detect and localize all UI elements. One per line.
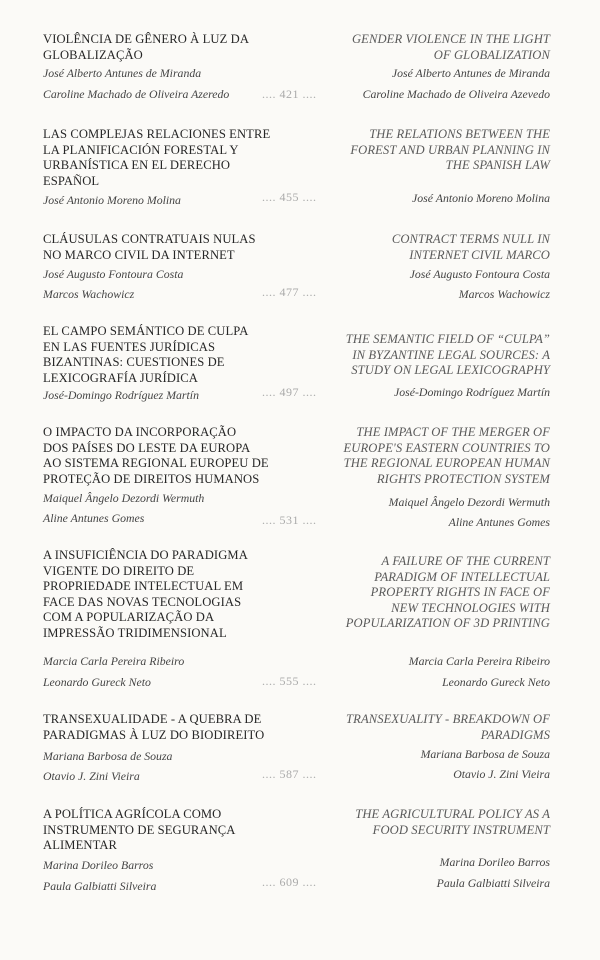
author-name-english: Marcos Wachowicz xyxy=(458,287,550,301)
article-title: O IMPACTO DA INCORPORAÇÃO DOS PAÍSES DO LESTE DA EUROPA AO SISTEMA REGIONAL EUROPEU DE PROTEÇÃO DE DIREITOS HUMANOS xyxy=(43,425,269,486)
article-title-english: A FAILURE OF THE CURRENT PARADIGM OF INTELLECTUAL PROPERTY RIGHTS IN FACE OF NEW TECHNOLOGIES WITH POPULARIZATION OF 3D PRINTING xyxy=(345,554,550,631)
page-number: .... 421 .... xyxy=(262,87,317,101)
author-name-english: Paula Galbiatti Silveira xyxy=(436,876,550,890)
page-number: .... 477 .... xyxy=(262,285,317,299)
page-number: .... 497 .... xyxy=(262,385,317,399)
article-title-english: THE IMPACT OF THE MERGER OF EUROPE'S EASTERN COUNTRIES TO THE REGIONAL EUROPEAN HUMAN RIGHTS PROTECTION SYSTEM xyxy=(343,425,550,486)
author-name-english: José Antonio Moreno Molina xyxy=(412,191,550,205)
article-title-english: CONTRACT TERMS NULL IN INTERNET CIVIL MARCO xyxy=(391,232,550,262)
article-title-english: GENDER VIOLENCE IN THE LIGHT OF GLOBALIZATION xyxy=(351,32,550,62)
author-name: José Antonio Moreno Molina xyxy=(43,193,181,207)
author-name-english: José Augusto Fontoura Costa xyxy=(409,267,550,281)
author-name-english: Maiquel Ângelo Dezordi Wermuth xyxy=(388,495,550,509)
author-name: Mariana Barbosa de Souza xyxy=(43,749,173,763)
toc-entry xyxy=(0,712,600,787)
article-title-english: THE SEMANTIC FIELD OF “CULPA” IN BYZANTINE LEGAL SOURCES: A STUDY ON LEGAL LEXICOGRAPHY xyxy=(345,332,550,378)
author-name-english: José-Domingo Rodríguez Martín xyxy=(394,385,550,399)
author-name: Caroline Machado de Oliveira Azeredo xyxy=(43,87,230,101)
article-title: A INSUFICIÊNCIA DO PARADIGMA VIGENTE DO DIREITO DE PROPRIEDADE INTELECTUAL EM FACE DAS NOVAS TECNOLOGIAS COM A POPULARIZAÇÃO DA IMPRESSÃO TRIDIMENSIONAL xyxy=(43,548,248,640)
page-number: .... 609 .... xyxy=(262,875,317,889)
page-number: .... 587 .... xyxy=(262,767,317,781)
author-name-english: Marina Dorileo Barros xyxy=(439,855,550,869)
author-name: José Alberto Antunes de Miranda xyxy=(43,66,202,80)
article-title-english: TRANSEXUALITY - BREAKDOWN OF PARADIGMS xyxy=(346,712,550,742)
author-name: Marcos Wachowicz xyxy=(43,287,135,301)
author-name-english: Mariana Barbosa de Souza xyxy=(420,747,550,761)
author-name: José-Domingo Rodríguez Martín xyxy=(43,388,199,402)
author-name-english: Otavio J. Zini Vieira xyxy=(453,767,550,781)
article-title-english: THE AGRICULTURAL POLICY AS A FOOD SECURITY INSTRUMENT xyxy=(355,807,550,837)
author-name: Paula Galbiatti Silveira xyxy=(43,879,157,893)
author-name: José Augusto Fontoura Costa xyxy=(43,267,184,281)
author-name-english: José Alberto Antunes de Miranda xyxy=(391,66,550,80)
author-name-english: Caroline Machado de Oliveira Azevedo xyxy=(362,87,550,101)
author-name-english: Marcia Carla Pereira Ribeiro xyxy=(408,654,550,668)
page-number: .... 531 .... xyxy=(262,513,317,527)
article-title: A POLÍTICA AGRÍCOLA COMO INSTRUMENTO DE SEGURANÇA ALIMENTAR xyxy=(43,807,236,853)
author-name: Marina Dorileo Barros xyxy=(43,858,154,872)
toc-entry xyxy=(0,807,600,902)
toc-entry xyxy=(0,127,600,207)
page-number: .... 555 .... xyxy=(262,674,317,688)
article-title-english: THE RELATIONS BETWEEN THE FOREST AND URBAN PLANNING IN THE SPANISH LAW xyxy=(350,127,550,173)
author-name: Otavio J. Zini Vieira xyxy=(43,769,140,783)
article-title: EL CAMPO SEMÁNTICO DE CULPA EN LAS FUENTES JURÍDICAS BIZANTINAS: CUESTIONES DE LEXICOGRAFÍA JURÍDICA xyxy=(43,324,249,385)
toc-entry xyxy=(0,32,600,112)
author-name: Marcia Carla Pereira Ribeiro xyxy=(43,654,185,668)
author-name-english: Aline Antunes Gomes xyxy=(448,515,550,529)
toc-entry xyxy=(0,548,600,693)
page-number: .... 455 .... xyxy=(262,190,317,204)
author-name-english: Leonardo Gureck Neto xyxy=(442,675,550,689)
author-name: Aline Antunes Gomes xyxy=(43,511,145,525)
article-title: LAS COMPLEJAS RELACIONES ENTRE LA PLANIFICACIÓN FORESTAL Y URBANÍSTICA EN EL DERECHO ESPAÑOL xyxy=(43,127,271,188)
author-name: Maiquel Ângelo Dezordi Wermuth xyxy=(43,491,205,505)
article-title: TRANSEXUALIDADE - A QUEBRA DE PARADIGMAS À LUZ DO BIODIREITO xyxy=(43,712,265,742)
toc-entry xyxy=(0,425,600,535)
toc-entry xyxy=(0,232,600,302)
author-name: Leonardo Gureck Neto xyxy=(43,675,151,689)
toc-entry xyxy=(0,324,600,404)
article-title: CLÁUSULAS CONTRATUAIS NULAS NO MARCO CIVIL DA INTERNET xyxy=(43,232,256,262)
article-title: VIOLÊNCIA DE GÊNERO À LUZ DA GLOBALIZAÇÃO xyxy=(43,32,250,62)
